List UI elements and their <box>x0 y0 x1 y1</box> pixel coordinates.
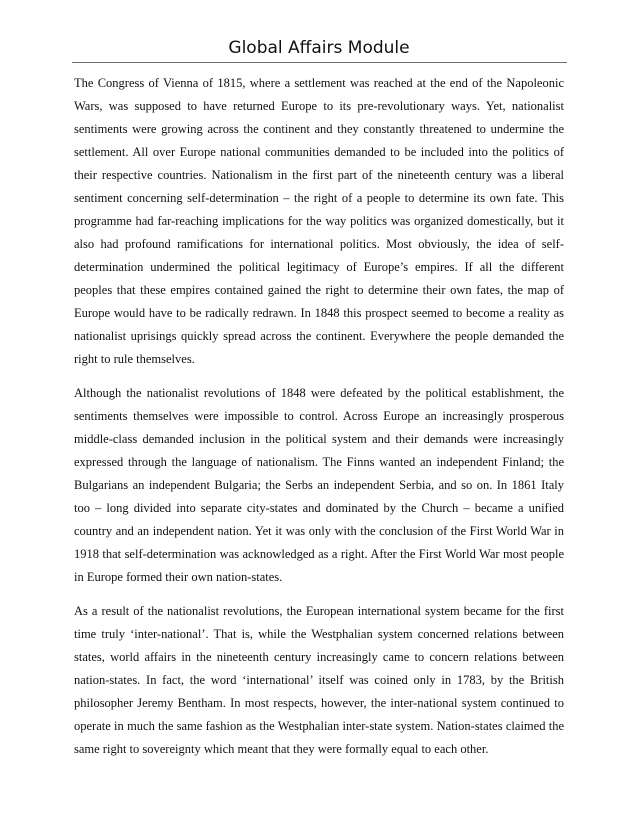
page-header-title: Global Affairs Module <box>228 38 410 58</box>
body-text <box>74 72 564 772</box>
paragraph-1: The Congress of Vienna of 1815, where a settlement was reached at the end of the Napoleonic Wars, was supposed to have returned Europe to its pre-revolutionary ways. Yet, nationalist sentiments were growing across the continent and they constantly threatened to undermine the settlement. All over Europe national communities demanded to be included into the politics of their respective countries. Nationalism in the first part of the nineteenth century was a liberal sentiment concerning self-determination – the right of a people to determine its own fate. This programme had far-reaching implications for the way politics was organized domestically, but it also had profound ramifications for international politics. Most obviously, the idea of self-determination undermined the political legitimacy of Europe’s empires. If all the different peoples that these empires contained gained the right to determine their own fates, the map of Europe would have to be radically redrawn. In 1848 this prospect seemed to become a reality as nationalist uprisings quickly spread across the continent. Everywhere the people demanded the right to rule themselves. <box>74 76 564 366</box>
paragraph-3: As a result of the nationalist revolutions, the European international system became for the first time truly ‘inter-national’. That is, while the Westphalian system concerned relations between states, world affairs in the nineteenth century increasingly came to concern relations between nation-states. In fact, the word ‘international’ itself was coined only in 1783, by the British philosopher Jeremy Bentham. In most respects, however, the inter-national system continued to operate in much the same fashion as the Westphalian inter-state system. Nation-states claimed the same right to sovereignty which meant that they were formally equal to each other. <box>74 604 564 756</box>
paragraph-2: Although the nationalist revolutions of 1848 were defeated by the political establishment, the sentiments themselves were impossible to control. Across Europe an increasingly prosperous middle-class demanded inclusion in the political system and their demands were increasingly expressed through the language of nationalism. The Finns wanted an independent Finland; the Bulgarians an independent Bulgaria; the Serbs an independent Serbia, and so on. In 1861 Italy too – long divided into separate city-states and dominated by the Church – became a unified country and an independent nation. Yet it was only with the conclusion of the First World War in 1918 that self-determination was acknowledged as a right. After the First World War most people in Europe formed their own nation-states. <box>74 386 564 584</box>
header-divider <box>72 62 567 63</box>
